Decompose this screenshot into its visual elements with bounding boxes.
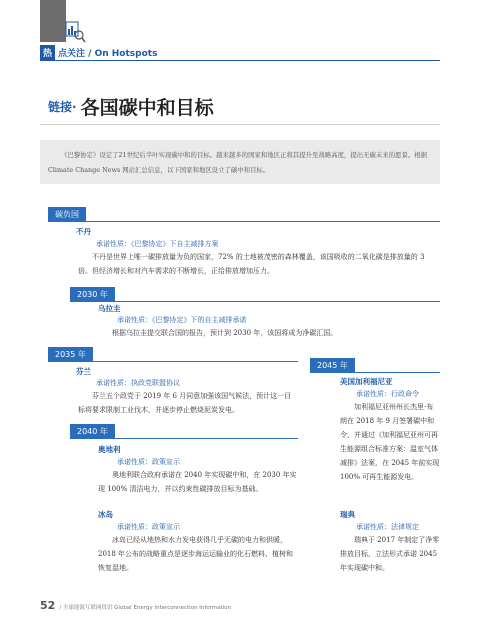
status-california: 承诺性质：行政命令 [356, 390, 419, 398]
body-sweden: 瑞典于 2017 年制定了净零排放目标，立法形式承诺 2045 年实现碳中和。 [340, 536, 440, 572]
section-header [40, 44, 157, 60]
page-title [48, 93, 214, 120]
header-divider [40, 60, 440, 61]
page-number: 52 [40, 599, 56, 612]
body-bhutan: 不丹是世界上唯一碳排放量为负的国家，72% 的土地被茂密的森林覆盖，该国吸收的二氧化碳是排放量的 3 倍。但经济增长和对汽车需求的不断增长，正给排放增加压力。 [78, 253, 425, 275]
status-sweden: 承诺性质：法律规定 [356, 523, 419, 531]
tag-line-2035 [48, 361, 298, 362]
country-austria: 奥地利 [98, 445, 121, 454]
body-iceland: 冰岛已经从地热和水力发电获得几乎无碳的电力和供暖，2018 年公布的战略重点是逐步海运运输业的化石燃料、植树和恢复湿地。 [98, 536, 294, 572]
body-uruguay: 根据乌拉圭提交联合国的报告，预计到 2030 年，该国将成为净碳汇国。 [112, 329, 338, 337]
tag-2040: 2040 年 [70, 424, 115, 439]
tag-line-2030 [70, 301, 440, 302]
status-bhutan: 承诺性质：《巴黎协定》下自主减排方案 [96, 240, 219, 248]
tag-2045: 2045 年 [310, 358, 355, 373]
status-austria: 承诺性质：政策宣示 [117, 458, 180, 466]
country-sweden: 瑞典 [340, 510, 355, 519]
tag-2030: 2030 年 [70, 287, 115, 302]
header-bar [40, 0, 66, 42]
country-california: 美国加利福尼亚 [340, 377, 393, 386]
title-prefix: 链接· [48, 100, 77, 114]
country-finland: 芬兰 [76, 367, 91, 376]
country-uruguay: 乌拉圭 [98, 304, 121, 313]
body-california: 加利福尼亚州州长杰里·布朗在 2018 年 9 月签署碳中和令，并通过《加利福尼亚州可再生能源组合标准方案：温室气体减排》法案，在 2045 年前实现 100% 可再生能源发电。 [340, 403, 440, 481]
tag-line-negative [48, 221, 440, 222]
intro-text: 《巴黎协定》设定了21世纪后半叶实现碳中和的目标。越来越多的国家和地区正将其提升至战略高度，提出无碳未来的愿景。根据 Climate Change News 网站汇总信息，以下国家和地区设立了碳中和目标。 [48, 151, 428, 174]
status-iceland: 承诺性质：政策宣示 [117, 523, 180, 531]
country-iceland: 冰岛 [98, 510, 113, 519]
title-main: 各国碳中和目标 [80, 97, 214, 119]
body-austria: 奥地利联合政府承诺在 2040 年实现碳中和，在 2030 年实现 100% 清洁电力，并以约束性碳排放目标为基础。 [98, 471, 297, 493]
section-hot-label: 热 [40, 45, 55, 60]
page-footer [40, 599, 231, 612]
intro-box [40, 140, 440, 184]
tag-2035: 2035 年 [48, 347, 93, 362]
tag-line-2040 [70, 438, 298, 439]
section-label: 点关注 / On Hotspots [58, 48, 158, 59]
body-finland: 芬兰五个政党于 2019 年 6 月同意加强该国气候法，预计这一目标将要求限制工业伐木，并逐步停止燃烧泥炭发电。 [78, 392, 292, 414]
footer-text: / 全球能源互联网资讯 Global Energy Interconnection Information [59, 605, 232, 611]
tag-carbon-negative: 碳负国 [48, 207, 86, 222]
country-bhutan: 不丹 [76, 227, 91, 236]
status-uruguay: 承诺性质：《巴黎协定》下的自主减排承诺 [117, 316, 247, 324]
title-divider [40, 124, 440, 125]
magnifier-chart-icon [64, 18, 86, 44]
status-finland: 承诺性质：执政党联盟协议 [96, 379, 180, 387]
tag-line-2045 [310, 372, 440, 373]
